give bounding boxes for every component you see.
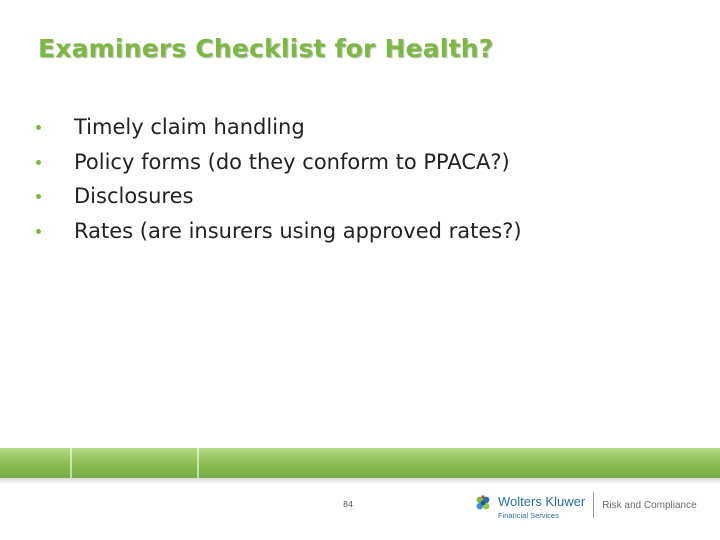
page-number: 84	[343, 500, 354, 509]
bullet-dot-icon	[36, 194, 41, 199]
logo-sub-text: Financial Services	[498, 511, 559, 520]
bullet-text: Policy forms (do they conform to PPACA?)	[74, 149, 510, 174]
slide-title: Examiners Checklist for Health?	[38, 34, 494, 63]
bullet-list	[36, 112, 522, 250]
logo-brand-text: Wolters Kluwer	[498, 494, 586, 509]
logo-wordmark	[498, 492, 585, 520]
bullet-item	[36, 181, 522, 216]
footer-band-divider	[70, 448, 72, 478]
logo-tagline: Risk and Compliance	[602, 500, 697, 511]
bullet-text: Rates (are insurers using approved rates?)	[74, 218, 522, 243]
company-logo	[474, 492, 697, 520]
bullet-item	[36, 216, 522, 251]
bullet-text: Disclosures	[74, 184, 194, 208]
bullet-dot-icon	[36, 125, 41, 130]
logo-divider	[593, 492, 594, 518]
footer-band-shadow	[0, 478, 720, 484]
bullet-dot-icon	[36, 160, 41, 165]
bullet-dot-icon	[36, 229, 41, 234]
globe-logo-icon	[474, 494, 492, 512]
footer-band-divider	[197, 448, 199, 478]
bullet-text: Timely claim handling	[74, 115, 305, 139]
bullet-item	[36, 112, 522, 147]
footer-band	[0, 448, 720, 478]
bullet-item	[36, 147, 522, 182]
